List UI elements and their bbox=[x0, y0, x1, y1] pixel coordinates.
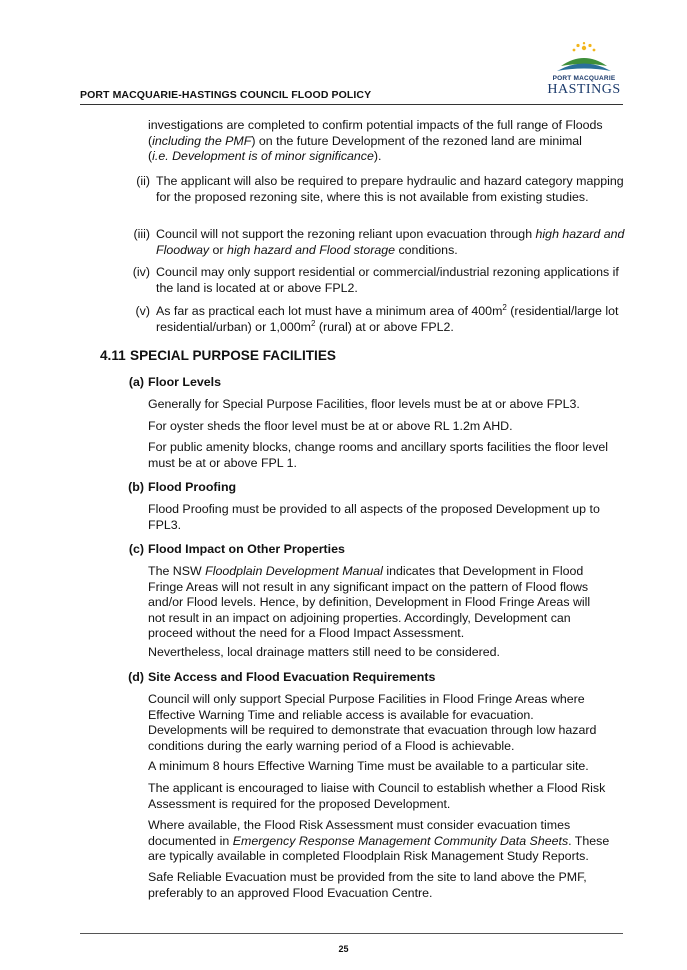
intro-paragraph: investigations are completed to confirm potential impacts of the full range of Floods (including the PMF) on the future Development of the rezoned land are minimal (i.e. Development is of minor significance). bbox=[148, 118, 603, 163]
section-number: 4.11 bbox=[100, 348, 126, 363]
item-number: (v) bbox=[135, 304, 150, 318]
logo-emblem-icon bbox=[545, 42, 623, 76]
item-number: (ii) bbox=[136, 174, 150, 188]
item-text: The applicant will also be required to prepare hydraulic and hazard category mapping for the proposed rezoning site, where this is not available from existing studies. bbox=[156, 174, 624, 204]
logo-text-top: PORT MACQUARIE bbox=[552, 75, 616, 82]
paragraph: A minimum 8 hours Effective Warning Time must be available to a particular site. bbox=[148, 759, 589, 773]
paragraph: Flood Proofing must be provided to all aspects of the proposed Development up to FPL3. bbox=[148, 502, 600, 532]
item-number: (iii) bbox=[133, 227, 150, 241]
section-title: SPECIAL PURPOSE FACILITIES bbox=[130, 348, 336, 363]
subsection-heading: (c) Flood Impact on Other Properties bbox=[128, 542, 345, 556]
paragraph: Safe Reliable Evacuation must be provided from the site to land above the PMF, preferably to an approved Flood Evacuation Centre. bbox=[148, 870, 587, 900]
page-number: 25 bbox=[338, 944, 349, 954]
paragraph: For oyster sheds the floor level must be at or above RL 1.2m AHD. bbox=[148, 419, 513, 433]
logo-text-bottom: HASTINGS bbox=[547, 82, 621, 97]
item-text: Council may only support residential or commercial/industrial rezoning applications if the land is located at or above FPL2. bbox=[156, 265, 619, 295]
paragraph: Council will only support Special Purpose Facilities in Flood Fringe Areas where Effective Warning Time and reliable access is available for evacuation. Developments will be required to demonstrate that evacuation through low hazard conditions during the early warning period of a Flood is achievable. bbox=[148, 692, 597, 753]
paragraph: Where available, the Flood Risk Assessment must consider evacuation times documented in Emergency Response Management Community Data Sheets. These are typically available in completed Floodplain Risk Management Study Reports. bbox=[148, 818, 610, 863]
paragraph: The NSW Floodplain Development Manual indicates that Development in Flood Fringe Areas will not result in any significant impact on the pattern of Flood flows and/or Flood levels. Hence, by definition, Development in Flood Fringe Areas will not result in an impact on adjoining properties. Accordingly, Development can proceed without the need for a Flood Impact Assessment. bbox=[148, 564, 591, 640]
subsection-heading: (a) Floor Levels bbox=[128, 375, 221, 389]
section-heading bbox=[100, 348, 336, 363]
document-title: PORT MACQUARIE-HASTINGS COUNCIL FLOOD POLICY bbox=[80, 89, 372, 101]
item-text: As far as practical each lot must have a minimum area of $400m^2$ (residential/large lot residential/urban) or $1,000m^2$ (rural) at or above FPL2. bbox=[156, 302, 619, 334]
item-text: Council will not support the rezoning reliant upon evacuation through high hazard and Floodway or high hazard and Flood storage conditions. bbox=[156, 227, 625, 257]
paragraph: Generally for Special Purpose Facilities, floor levels must be at or above FPL3. bbox=[148, 397, 580, 411]
header-divider bbox=[80, 104, 623, 105]
subsection-heading: (d) Site Access and Flood Evacuation Requirements bbox=[128, 670, 436, 684]
paragraph: For public amenity blocks, change rooms and ancillary sports facilities the floor level must be at or above FPL 1. bbox=[148, 440, 609, 470]
paragraph: Nevertheless, local drainage matters still need to be considered. bbox=[148, 645, 500, 659]
item-number: (iv) bbox=[132, 265, 150, 279]
paragraph: The applicant is encouraged to liaise with Council to establish whether a Flood Risk Assessment is required for the proposed Development. bbox=[148, 781, 606, 811]
subsection-heading: (b) Flood Proofing bbox=[128, 480, 237, 494]
council-logo bbox=[545, 42, 623, 102]
footer-divider bbox=[80, 933, 623, 934]
